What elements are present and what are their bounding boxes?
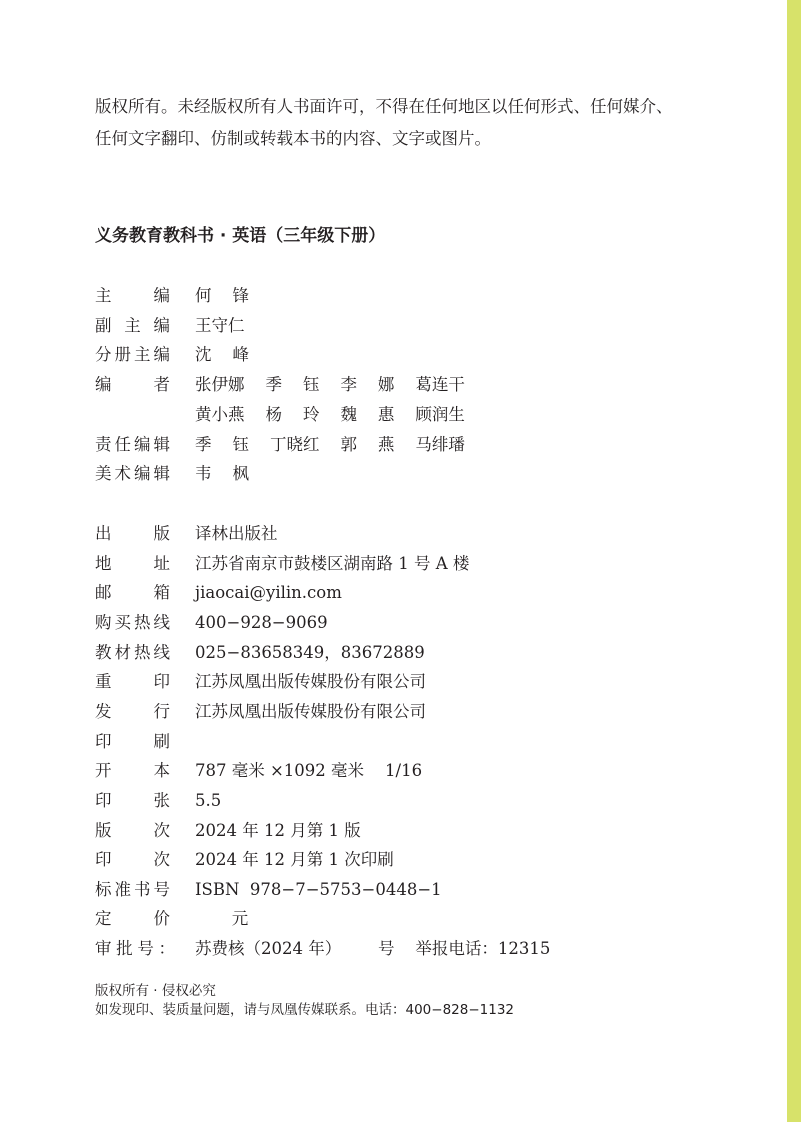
row-label — [95, 668, 170, 696]
row-value: 何 锋 — [195, 286, 249, 305]
row-label-char: 热 — [134, 612, 151, 632]
row-label-char: 材 — [114, 642, 131, 662]
row-label-char: 版 — [95, 820, 112, 840]
row-label-char: 地 — [95, 553, 112, 573]
row-label — [95, 579, 170, 607]
row-label-char: 印 — [95, 790, 112, 810]
row-label-char: 分 — [95, 345, 112, 365]
row-label-char: 主 — [134, 345, 151, 365]
row-label-char: 辑 — [153, 434, 170, 454]
row-label-char: 审 — [95, 939, 112, 959]
row-label-char: 线 — [153, 612, 170, 632]
row-value: 沈 峰 — [195, 345, 249, 365]
row-value: 译林出版社 — [195, 524, 278, 543]
row-label-char: 印 — [153, 672, 170, 692]
row-label-char: 号 — [153, 879, 170, 899]
row-value: 张伊娜 季 钰 李 娜 葛连干 — [195, 375, 465, 395]
copyright-notice — [95, 91, 735, 155]
row-label-char: 重 — [95, 672, 112, 692]
row-label-char: 批 — [116, 939, 133, 959]
footer-contact: 如发现印、装质量问题，请与凤凰传媒联系。电话：400−828−1132 — [95, 1002, 515, 1018]
row-label-char: 箱 — [153, 583, 170, 603]
row-value: 2024 年 12 月第 1 版 — [195, 820, 361, 840]
row-label — [95, 341, 170, 369]
row-label — [95, 282, 170, 310]
row-label-char: 责 — [95, 434, 112, 454]
row-label-char: 热 — [134, 642, 151, 662]
footer-rights: 版权所有 · 侵权必究 — [95, 983, 216, 999]
row-label-char: 册 — [114, 345, 131, 365]
row-label — [95, 609, 170, 637]
row-label — [95, 431, 170, 459]
row-label-char: 编 — [95, 375, 112, 395]
row-value: 787 毫米 ×1092 毫米 1/16 — [195, 761, 423, 781]
row-label-char: 印 — [95, 731, 112, 751]
row-label-char: 主 — [95, 286, 112, 305]
row-label-char: ： — [158, 939, 175, 959]
row-label-char: 本 — [153, 761, 170, 781]
row-label-char: 线 — [153, 642, 170, 662]
row-label-char: 任 — [114, 434, 131, 454]
row-label — [95, 846, 170, 874]
row-label-char: 行 — [153, 701, 170, 721]
row-label — [95, 550, 170, 578]
row-label — [95, 817, 170, 845]
row-label-char: 次 — [153, 820, 170, 840]
row-label-char: 刷 — [153, 731, 170, 751]
row-value: 2024 年 12 月第 1 次印刷 — [195, 850, 394, 870]
row-value: 5.5 — [195, 790, 222, 810]
row-label-char: 者 — [153, 375, 170, 395]
row-value: 400−928−9069 — [195, 612, 328, 632]
row-label-char: 书 — [134, 879, 151, 899]
row-label — [95, 639, 170, 667]
row-value: 元 — [195, 909, 249, 929]
row-value: 江苏省南京市鼓楼区湖南路 1 号 A 楼 — [195, 553, 470, 573]
row-label-char: 印 — [95, 850, 112, 870]
row-label-char: 邮 — [95, 583, 112, 603]
row-value: 江苏凤凰出版传媒股份有限公司 — [195, 672, 426, 692]
row-label-char: 编 — [153, 286, 170, 305]
row-label — [95, 905, 170, 933]
row-label — [95, 787, 170, 815]
row-value: ISBN 978−7−5753−0448−1 — [195, 879, 442, 899]
row-label-char: 编 — [153, 345, 170, 365]
row-label — [95, 935, 175, 963]
row-label-char: 主 — [124, 315, 141, 335]
row-value: jiaocai@yilin.com — [195, 583, 342, 603]
row-label-char: 张 — [153, 790, 170, 810]
row-label — [95, 460, 170, 488]
row-label-char: 编 — [134, 464, 151, 484]
copyright-notice-line-2: 任何文字翻印、仿制或转载本书的内容、文字或图片。 — [95, 129, 491, 148]
row-label-char: 址 — [153, 553, 170, 573]
row-label-char: 买 — [114, 612, 131, 632]
row-value: 江苏凤凰出版传媒股份有限公司 — [195, 701, 426, 721]
copyright-notice-line-1: 版权所有。未经版权所有人书面许可，不得在任何地区以任何形式、任何媒介、 — [95, 97, 673, 116]
row-label-char: 美 — [95, 464, 112, 484]
row-label — [95, 371, 170, 399]
row-label — [95, 728, 170, 756]
row-label-char: 术 — [114, 464, 131, 484]
row-value: 季 钰 丁晓红 郭 燕 马绯璠 — [195, 434, 465, 454]
row-label-char: 号 — [137, 939, 154, 959]
row-label — [95, 698, 170, 726]
row-label-char: 编 — [134, 434, 151, 454]
row-label — [95, 520, 170, 548]
row-label-char: 开 — [95, 761, 112, 781]
row-label-char: 定 — [95, 909, 112, 929]
row-label-char: 发 — [95, 701, 112, 721]
row-label — [95, 876, 170, 904]
row-value: 黄小燕 杨 玲 魏 惠 顾润生 — [195, 404, 465, 424]
row-value: 025−83658349，83672889 — [195, 642, 425, 662]
row-value: 苏费核（2024 年） 号 举报电话：12315 — [195, 939, 551, 959]
row-label-char: 标 — [95, 879, 112, 899]
footer — [95, 982, 514, 1020]
side-accent-stripe — [787, 0, 801, 1122]
row-label-char: 次 — [153, 850, 170, 870]
row-label — [95, 312, 170, 340]
row-label — [95, 757, 170, 785]
row-label-char: 出 — [95, 524, 112, 543]
row-value: 韦 枫 — [195, 464, 249, 484]
row-label-char: 购 — [95, 612, 112, 632]
row-label-char: 价 — [153, 909, 170, 929]
row-label-char: 版 — [153, 524, 170, 543]
row-label-char: 副 — [95, 315, 112, 335]
book-title: 义务教育教科书 · 英语（三年级下册） — [95, 226, 386, 246]
row-label-char: 辑 — [153, 464, 170, 484]
row-label-char: 教 — [95, 642, 112, 662]
row-label-char: 准 — [114, 879, 131, 899]
row-label-char: 编 — [153, 315, 170, 335]
row-value: 王守仁 — [195, 315, 245, 335]
